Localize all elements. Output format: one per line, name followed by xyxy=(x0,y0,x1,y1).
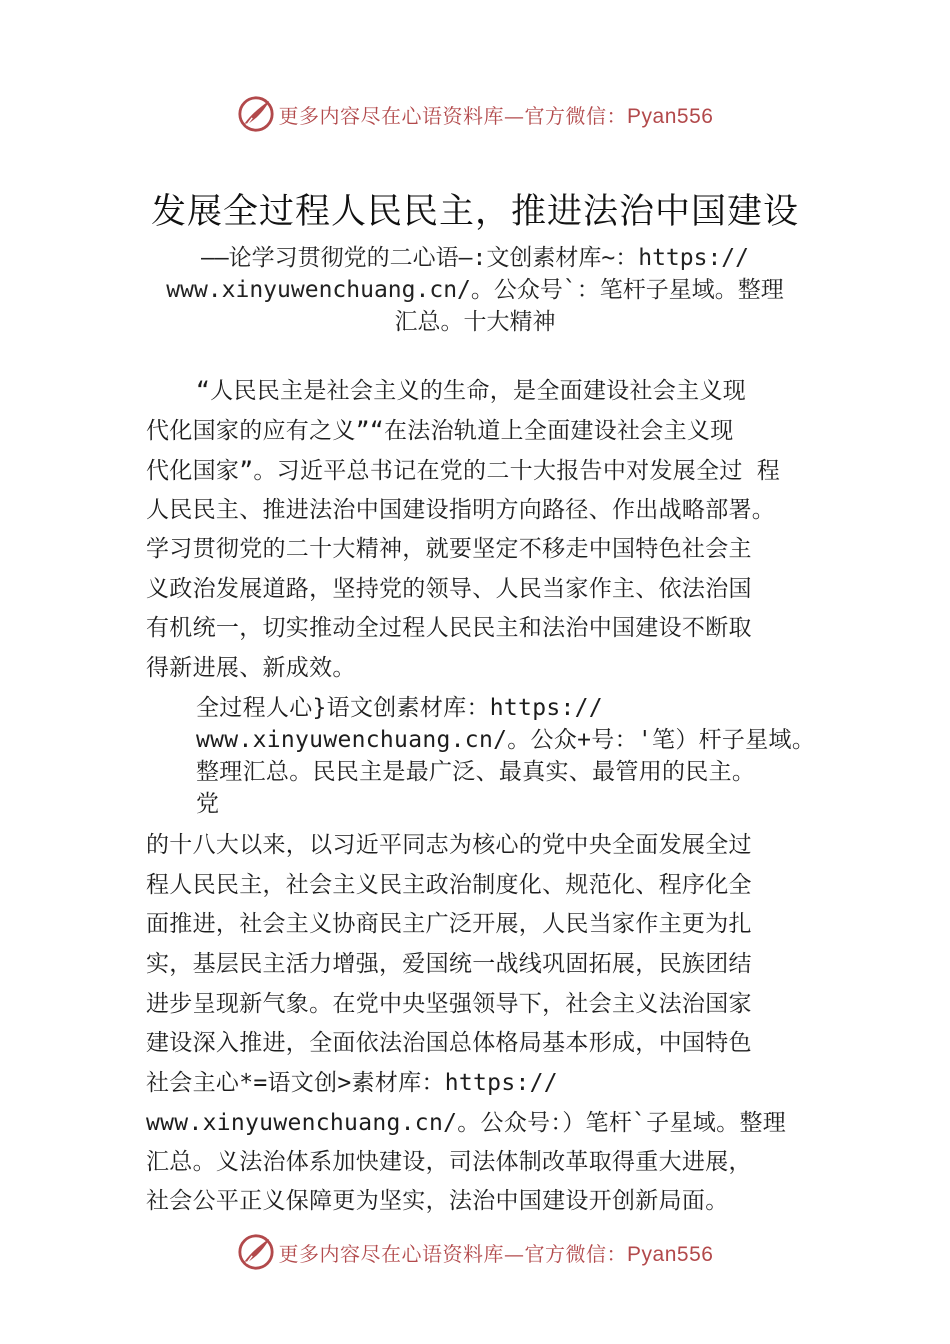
body-line: 的十八大以来，以习近平同志为核心的党中央全面发展全过 xyxy=(146,832,752,858)
body-line: 面推进，社会主义协商民主广泛开展，人民当家作主更为扎 xyxy=(146,911,752,937)
banner-slogan: 更多内容尽在心语资料库—官方微信： xyxy=(278,1241,628,1266)
body-line: 进步呈现新气象。在党中央坚强领导下，社会主义法治国家 xyxy=(146,991,752,1017)
header-banner-text xyxy=(279,100,714,129)
body-line: 全过程人心}语文创素材库：https:// xyxy=(196,695,603,721)
footer-banner-text xyxy=(279,1238,714,1267)
body-line: 义政治发展道路，坚持党的领导、人民当家作主、依法治国 xyxy=(146,576,752,602)
body-line: 程人民民主，社会主义民主政治制度化、规范化、程序化全 xyxy=(146,872,752,898)
body-line: www.xinyuwenchuang.cn/。公众+号：'笔）杆子星域。 xyxy=(196,727,816,753)
banner-slogan: 更多内容尽在心语资料库—官方微信： xyxy=(278,103,628,128)
body-line: 人民民主、推进法治中国建设指明方向路径、作出战略部署。 xyxy=(146,497,776,523)
body-line: 建设深入推进，全面依法治国总体格局基本形成，中国特色 xyxy=(146,1030,752,1056)
body-line: 整理汇总。民民主是最广泛、最真实、最管用的民主。 xyxy=(196,759,756,785)
body-line: 实，基层民主活力增强，爱国统一战线巩固拓展，民族团结 xyxy=(146,951,752,977)
body-line: 有机统一，切实推动全过程人民民主和法治中国建设不断取 xyxy=(146,615,752,641)
subtitle-line: www.xinyuwenchuang.cn/。公众号`：笔杆子星域。整理 xyxy=(166,277,784,303)
body-line: 社会公平正义保障更为坚实，法治中国建设开创新局面。 xyxy=(146,1188,729,1214)
body-line: 代化国家的应有之义”“在法治轨道上全面建设社会主义现 xyxy=(146,418,734,444)
quill-pen-logo-icon xyxy=(237,95,275,133)
body-line: “人民民主是社会主义的生命，是全面建设社会主义现 xyxy=(196,378,747,404)
subtitle-line: 汇总。十大精神 xyxy=(394,309,556,335)
page-title: 发展全过程人民民主，推进法治中国建设 xyxy=(150,192,799,232)
subtitle xyxy=(140,242,810,338)
footer-banner xyxy=(0,1232,950,1272)
wechat-id: Pyan556 xyxy=(627,104,714,128)
body-line: 代化国家”。习近平总书记在党的二十大报告中对发展全过 程 xyxy=(146,458,781,484)
body-line: 汇总。义法治体系加快建设，司法体制改革取得重大进展， xyxy=(146,1149,752,1175)
body-line: 得新进展、新成效。 xyxy=(146,655,356,681)
quill-pen-logo-icon xyxy=(237,1233,275,1271)
subtitle-line: ——论学习贯彻党的二心语—:文创素材库~：https:// xyxy=(200,245,749,271)
body-line: 学习贯彻党的二十大精神，就要坚定不移走中国特色社会主 xyxy=(146,536,752,562)
body-line: www.xinyuwenchuang.cn/。公众号：）笔杆`子星域。整理 xyxy=(146,1110,787,1136)
header-banner xyxy=(0,94,950,134)
wechat-id: Pyan556 xyxy=(627,1242,714,1266)
body-line: 党 xyxy=(196,791,220,817)
body-line: 社会主心*=语文创>素材库：https:// xyxy=(146,1070,558,1096)
